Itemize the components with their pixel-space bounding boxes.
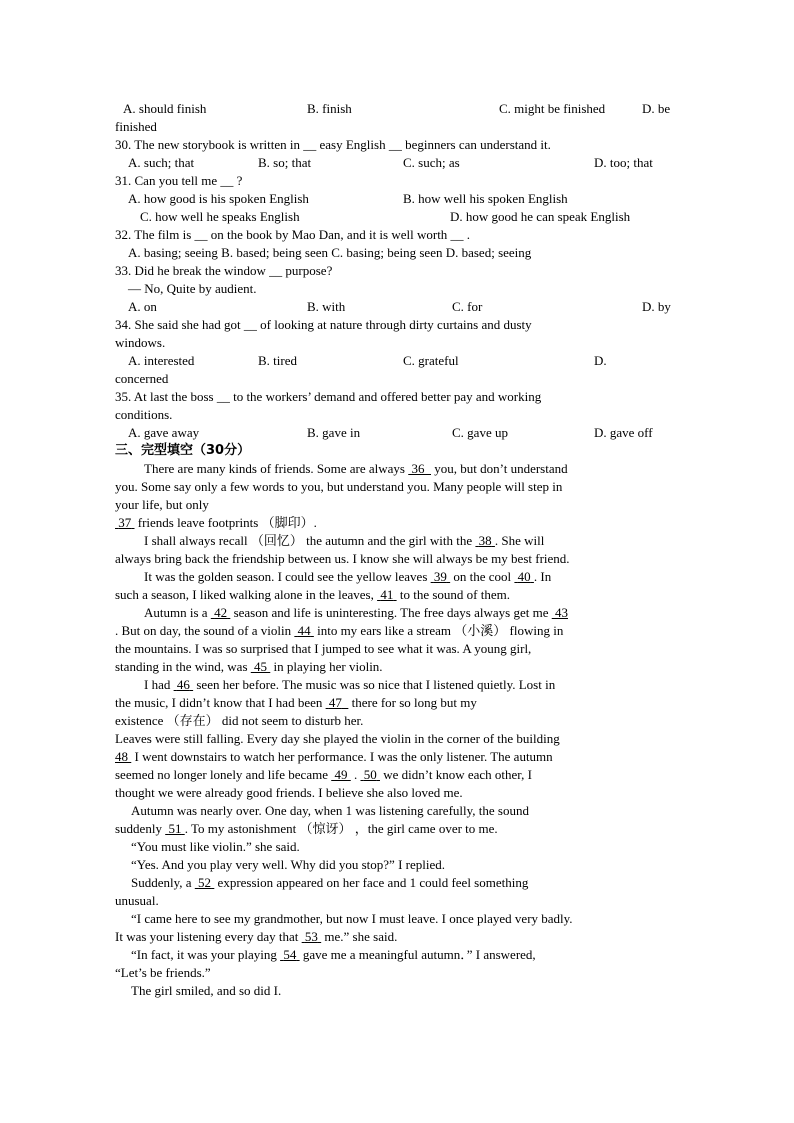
passage-line: Leaves were still falling. Every day she played the violin in the corner of the building <box>115 731 560 746</box>
section-title: 三、完型填空（30分） <box>115 443 251 458</box>
q29-option-c: C. might be finished <box>499 101 606 116</box>
q33-reply: — No, Quite by audient. <box>128 281 257 296</box>
q35-option-c: C. gave up <box>452 425 508 440</box>
blank-48 <box>115 749 131 764</box>
blank-number: 48 <box>115 749 128 764</box>
q31-option-b: B. how well his spoken English <box>403 191 568 206</box>
passage-line: “Yes. And you play very well. Why did you stop?” I replied. <box>131 857 445 872</box>
passage-line <box>115 928 680 946</box>
blank-number: 44 <box>297 623 311 638</box>
q35-stem-cont: conditions. <box>115 407 173 422</box>
passage-line: The girl smiled, and so did I. <box>131 983 282 998</box>
passage-text: in playing her violin. <box>270 659 383 674</box>
q29-option-d-cont: finished <box>115 119 157 134</box>
q33-stem: 33. Did he break the window __ purpose? <box>115 263 333 278</box>
blank-number: 45 <box>254 659 268 674</box>
passage-text: “In fact, it was your playing <box>131 947 281 962</box>
blank-number: 38 <box>478 533 492 548</box>
blank-number: 46 <box>176 677 190 692</box>
blank-number: 54 <box>283 947 297 962</box>
passage-line <box>144 676 680 694</box>
q33-option-c: C. for <box>452 299 483 314</box>
passage-line: you. Some say only a few words to you, but understand you. Many people will step in <box>115 479 563 494</box>
passage-line <box>115 514 680 532</box>
blank-42 <box>211 605 231 620</box>
passage-line: unusual. <box>115 893 159 908</box>
blank-43 <box>552 605 568 620</box>
blank-number: 43 <box>554 605 568 620</box>
blank-53 <box>302 929 322 944</box>
blank-number: 47 <box>328 695 342 710</box>
q35-option-d: D. gave off <box>594 425 653 440</box>
passage-line <box>115 586 680 604</box>
passage-text: . In <box>533 569 552 584</box>
blank-number: 53 <box>304 929 318 944</box>
q31-option-c: C. how well he speaks English <box>140 209 300 224</box>
q33-option-d: D. by <box>642 299 671 314</box>
q30-option-d: D. too; that <box>594 155 653 170</box>
passage-text: It was the golden season. I could see the yellow leaves <box>144 569 431 584</box>
blank-38 <box>475 533 495 548</box>
passage-text: expression appeared on her face and 1 could feel something <box>214 875 529 890</box>
passage-text: friends leave footprints （脚印）. <box>134 515 317 530</box>
passage-line: your life, but only <box>115 497 209 512</box>
q31-stem: 31. Can you tell me __ ? <box>115 173 243 188</box>
passage-text: I shall always recall （回忆） the autumn and the girl with the <box>144 533 476 548</box>
q34-option-d: D. <box>594 353 607 368</box>
q33-option-b: B. with <box>307 299 346 314</box>
passage-text: standing in the wind, was <box>115 659 251 674</box>
q32-stem: 32. The film is __ on the book by Mao Dan, and it is well worth __ . <box>115 227 471 242</box>
q34-option-b: B. tired <box>258 353 297 368</box>
blank-number: 51 <box>168 821 182 836</box>
passage-line: “I came here to see my grandmother, but now I must leave. I once played very badly. <box>131 911 573 926</box>
passage-line: thought we were already good friends. I believe she also loved me. <box>115 785 463 800</box>
q35-stem: 35. At last the boss __ to the workers’ demand and offered better pay and working <box>115 389 542 404</box>
passage-line <box>144 532 680 550</box>
q30-option-a: A. such; that <box>128 155 195 170</box>
blank-number: 52 <box>198 875 212 890</box>
blank-number: 41 <box>380 587 394 602</box>
passage-line: “You must like violin.” she said. <box>131 839 300 854</box>
passage-text: me.” she said. <box>321 929 398 944</box>
blank-40 <box>514 569 534 584</box>
blank-37 <box>115 515 135 530</box>
q35-option-b: B. gave in <box>307 425 361 440</box>
blank-44 <box>294 623 314 638</box>
q30-option-c: C. such; as <box>403 155 460 170</box>
passage-line <box>115 748 680 766</box>
passage-line <box>115 658 680 676</box>
passage-text: . But on day, the sound of a violin <box>115 623 295 638</box>
q32-options: A. basing; seeing B. based; being seen C. basing; being seen D. based; seeing <box>128 245 532 260</box>
passage-text: there for so long but my <box>348 695 477 710</box>
passage-text: I had <box>144 677 174 692</box>
blank-45 <box>251 659 271 674</box>
q29-option-a: A. should finish <box>123 101 207 116</box>
blank-number: 36 <box>411 461 425 476</box>
blank-47 <box>326 695 349 710</box>
blank-36 <box>408 461 431 476</box>
q31-option-d: D. how good he can speak English <box>450 209 631 224</box>
passage-text: gave me a meaningful autumn．” I answered, <box>299 947 536 962</box>
q33-option-a: A. on <box>128 299 157 314</box>
q34-stem-cont: windows. <box>115 335 166 350</box>
passage-text: Autumn is a <box>144 605 211 620</box>
passage-text: to the sound of them. <box>396 587 510 602</box>
q35-option-a: A. gave away <box>128 425 200 440</box>
q34-option-c: C. grateful <box>403 353 459 368</box>
q29-option-b: B. finish <box>307 101 352 116</box>
passage-text: we didn’t know each other, I <box>379 767 532 782</box>
passage-line: “Let’s be friends.” <box>115 965 211 980</box>
blank-41 <box>377 587 397 602</box>
passage-text: . She will <box>494 533 545 548</box>
passage-text: season and life is uninteresting. The free days always get me <box>230 605 552 620</box>
blank-number: 37 <box>118 515 132 530</box>
passage-text: the music, I didn’t know that I had been <box>115 695 326 710</box>
q34-option-d-cont: concerned <box>115 371 169 386</box>
passage-line: existence （存在） did not seem to disturb her. <box>115 713 364 728</box>
passage-line: the mountains. I was so surprised that I jumped to see what it was. A young girl, <box>115 641 532 656</box>
q29-option-d: D. be <box>642 101 671 116</box>
blank-39 <box>431 569 451 584</box>
passage-line <box>144 604 680 622</box>
blank-54 <box>280 947 300 962</box>
passage-text: seen her before. The music was so nice that I listened quietly. Lost in <box>193 677 556 692</box>
q34-option-a: A. interested <box>128 353 195 368</box>
passage-line: always bring back the friendship between us. I know she will always be my best friend. <box>115 551 570 566</box>
blank-number: 39 <box>433 569 447 584</box>
passage-line: seemed no longer lonely and life became 49 . 50 we didn’t know each other, I <box>115 767 532 782</box>
passage-text: such a season, I liked walking alone in the leaves, <box>115 587 378 602</box>
passage-text: suddenly <box>115 821 166 836</box>
blank-51 <box>165 821 185 836</box>
blank-49 <box>331 767 351 782</box>
blank-50 <box>360 767 380 782</box>
passage-text: There are many kinds of friends. Some are always <box>144 461 409 476</box>
blank-number: 50 <box>363 767 377 782</box>
passage-line: Autumn was nearly over. One day, when 1 was listening carefully, the sound <box>131 803 529 818</box>
passage-line <box>131 874 680 892</box>
passage-line <box>144 460 680 478</box>
passage-line <box>115 622 680 640</box>
passage-text: I went downstairs to watch her performance. I was the only listener. The autumn <box>131 749 553 764</box>
blank-number: 49 <box>334 767 348 782</box>
q34-stem: 34. She said she had got __ of looking at nature through dirty curtains and dusty <box>115 317 532 332</box>
passage-line <box>115 694 680 712</box>
passage-text: . To my astonishment （惊讶） ，the girl came over to me. <box>184 821 498 836</box>
passage-text: seemed no longer lonely and life became <box>115 767 332 782</box>
passage-line <box>115 820 680 838</box>
blank-52 <box>195 875 215 890</box>
blank-number: 42 <box>214 605 228 620</box>
q31-option-a: A. how good is his spoken English <box>128 191 309 206</box>
passage-text: you, but don’t understand <box>431 461 568 476</box>
blank-46 <box>174 677 194 692</box>
passage-text: into my ears like a stream （小溪） flowing in <box>313 623 564 638</box>
q30-option-b: B. so; that <box>258 155 312 170</box>
passage-text: Suddenly, a <box>131 875 195 890</box>
passage-line <box>131 946 680 964</box>
q30-stem: 30. The new storybook is written in __ easy English __ beginners can understand it. <box>115 137 551 152</box>
passage-text: on the cool <box>450 569 515 584</box>
blank-number: 40 <box>517 569 531 584</box>
passage-line <box>144 568 680 586</box>
passage-text: It was your listening every day that <box>115 929 302 944</box>
